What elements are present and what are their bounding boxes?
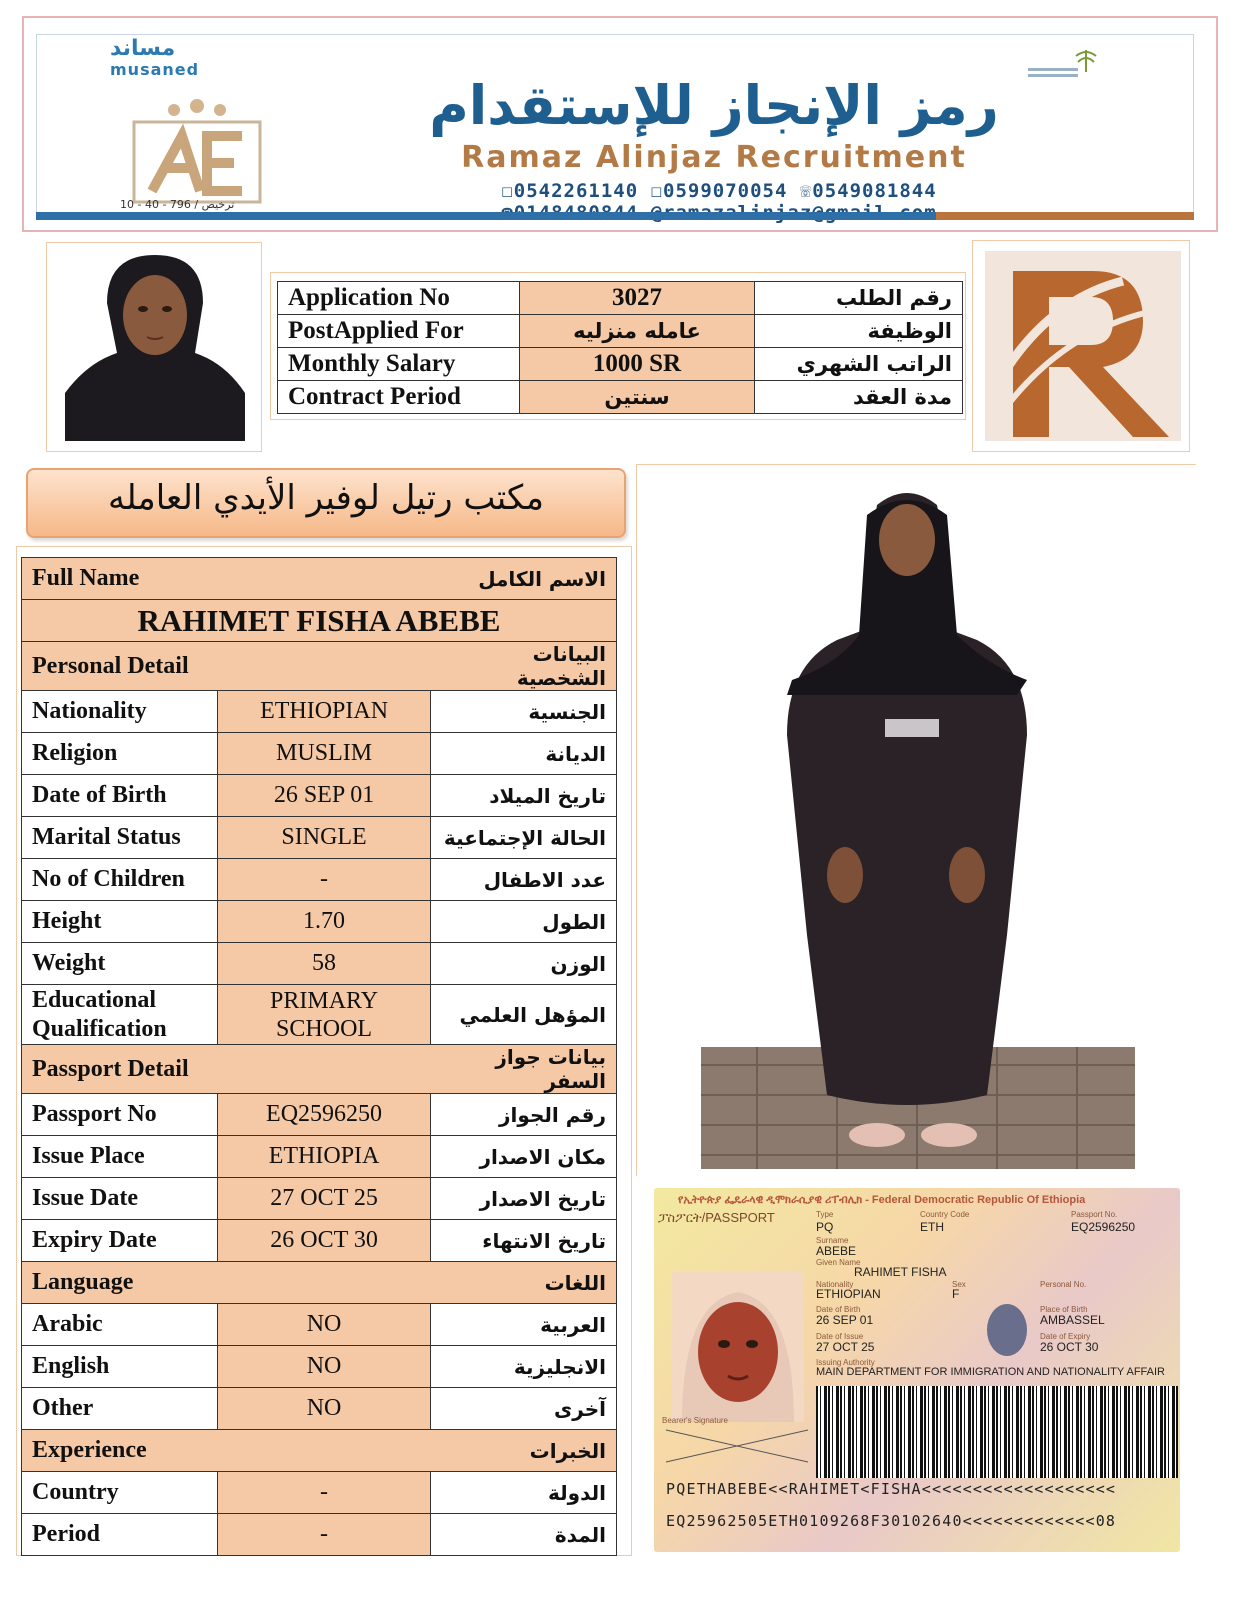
arabic-label-ar: العربية [431,1304,617,1346]
portrait-photo-frame [46,242,262,452]
license-number: 10 - 40 - 796 / ترخيص [120,198,235,211]
dob-value: 26 SEP 01 [217,775,431,817]
expiry-date-label-ar: تاريخ الانتهاء [431,1220,617,1262]
expiry-date-value: 26 OCT 30 [217,1220,431,1262]
passport-type-label: Type [816,1210,834,1219]
table-row [22,1136,617,1178]
experience-header-ar: الخبرات [431,1430,617,1472]
marital-status-label: Marital Status [22,817,218,859]
passport-number-label: Passport No. [1071,1210,1118,1219]
table-row [22,1304,617,1346]
passport-doe: 26 OCT 30 [1040,1340,1099,1354]
table-row [278,381,963,414]
religion-label-ar: الديانة [431,733,617,775]
passport-surname-label: Surname [816,1236,849,1245]
passport-no-label-ar: رقم الجواز [431,1094,617,1136]
country-label: Country [22,1472,218,1514]
religion-label: Religion [22,733,218,775]
issue-date-label: Issue Date [22,1178,218,1220]
table-row [22,600,617,642]
table-row [22,1045,617,1094]
post-applied-label: PostApplied For [278,315,520,348]
contract-period-label-ar: مدة العقد [755,381,963,414]
passport-pob: AMBASSEL [1040,1313,1105,1327]
full-name-label: Full Name [22,558,431,600]
passport-nationality-label: Nationality [816,1280,854,1289]
nationality-value: ETHIOPIAN [217,691,431,733]
country-value: - [217,1472,431,1514]
other-language-label: Other [22,1388,218,1430]
nationality-label: Nationality [22,691,218,733]
passport-mrz-line2: EQ25962505ETH0109268F30102640<<<<<<<<<<<<<08 [666,1512,1117,1530]
passport-barcode [816,1386,1178,1478]
table-row [22,1178,617,1220]
children-label: No of Children [22,859,218,901]
table-row [22,558,617,600]
detail-table [21,557,617,1556]
other-language-label-ar: آخرى [431,1388,617,1430]
re-logo-icon [112,96,282,204]
height-value: 1.70 [217,901,431,943]
table-row [22,859,617,901]
education-label [22,985,218,1045]
english-label-ar: الانجليزية [431,1346,617,1388]
monthly-salary-label-ar: الراتب الشهري [755,348,963,381]
table-row [22,943,617,985]
issue-date-label-ar: تاريخ الاصدار [431,1178,617,1220]
passport-doi-label: Date of Issue [816,1332,864,1341]
monthly-salary-label: Monthly Salary [278,348,520,381]
table-row [22,733,617,775]
period-value: - [217,1514,431,1556]
table-row [278,348,963,381]
passport-dob: 26 SEP 01 [816,1313,874,1327]
portrait-photo [47,243,263,453]
table-row [22,691,617,733]
table-row [22,642,617,691]
marital-status-value: SINGLE [217,817,431,859]
full-name-value: RAHIMET FISHA ABEBE [22,600,617,642]
weight-label-ar: الوزن [431,943,617,985]
r-logo-frame [972,240,1190,452]
monthly-salary-value: 1000 SR [519,348,755,381]
education-label-line1: Educational [32,986,157,1013]
issue-place-value: ETHIOPIA [217,1136,431,1178]
r-logo-icon [973,241,1191,453]
ministry-logo-icon [1026,48,1106,78]
passport-doe-label: Date of Expiry [1040,1332,1091,1341]
passport-given: RAHIMET FISHA [854,1265,947,1279]
post-applied-label-ar: الوظيفة [755,315,963,348]
company-title-en: Ramaz Alinjaz Recruitment [461,140,967,175]
table-row [22,985,617,1045]
table-row [22,1472,617,1514]
passport-detail-header-ar: بيانات جواز السفر [431,1045,617,1094]
country-label-ar: الدولة [431,1472,617,1514]
header-banner [22,16,1218,232]
language-header-ar: اللغات [431,1262,617,1304]
passport-given-label: Given Name [816,1258,861,1267]
table-row [22,1346,617,1388]
expiry-date-label: Expiry Date [22,1220,218,1262]
issue-place-label-ar: مكان الاصدار [431,1136,617,1178]
office-title: مكتب رتيل لوفير الأيدي العامله [108,478,544,518]
children-label-ar: عدد الاطفال [431,859,617,901]
passport-dob-label: Date of Birth [816,1305,861,1314]
passport-number: EQ2596250 [1071,1220,1136,1234]
table-row [22,1430,617,1472]
arabic-value: NO [217,1304,431,1346]
religion-value: MUSLIM [217,733,431,775]
table-row [22,1388,617,1430]
issue-place-label: Issue Place [22,1136,218,1178]
passport-no-value: EQ2596250 [217,1094,431,1136]
passport-country: ETH [920,1220,944,1234]
application-no-label-ar: رقم الطلب [755,282,963,315]
passport-no-label: Passport No [22,1094,218,1136]
personal-detail-header-ar: البيانات الشخصية [431,642,617,691]
musaned-logo-ar: مساند [110,36,176,61]
passport-pob-label: Place of Birth [1040,1305,1088,1314]
nationality-label-ar: الجنسية [431,691,617,733]
passport-signature-box [662,1426,812,1466]
dob-label: Date of Birth [22,775,218,817]
full-name-label-ar: الاسم الكامل [431,558,617,600]
passport-doc-label: ፓስፖርት/PASSPORT [658,1210,775,1225]
education-value-line2: SCHOOL [276,1015,373,1042]
table-row [22,1220,617,1262]
passport-country-label: Country Code [920,1210,970,1219]
education-value [217,985,431,1045]
passport-scan [654,1188,1180,1552]
table-row [22,775,617,817]
personal-detail-header: Personal Detail [22,642,431,691]
weight-value: 58 [217,943,431,985]
passport-type: PQ [816,1220,834,1234]
issue-date-value: 27 OCT 25 [217,1178,431,1220]
passport-surname: ABEBE [816,1244,857,1258]
children-value: - [217,859,431,901]
marital-status-label-ar: الحالة الإجتماعية [431,817,617,859]
table-row [22,1514,617,1556]
passport-signature-label: Bearer's Signature [662,1416,729,1425]
language-header: Language [22,1262,431,1304]
application-no-label: Application No [278,282,520,315]
passport-nationality: ETHIOPIAN [816,1287,881,1301]
table-row [22,1262,617,1304]
height-label: Height [22,901,218,943]
passport-authority-label: Issuing Authority [816,1358,875,1367]
full-body-photo [637,465,1197,1177]
application-table [277,281,963,414]
english-value: NO [217,1346,431,1388]
education-label-ar: المؤهل العلمي [431,985,617,1045]
contract-period-label: Contract Period [278,381,520,414]
table-row [22,901,617,943]
education-value-line1: PRIMARY [270,987,379,1014]
arabic-label: Arabic [22,1304,218,1346]
passport-sex-label: Sex [952,1280,966,1289]
table-row [278,282,963,315]
dob-label-ar: تاريخ الميلاد [431,775,617,817]
detail-panel [16,546,632,1556]
table-row [278,315,963,348]
application-no-value: 3027 [519,282,755,315]
header-bar-brown [936,212,1194,220]
passport-authority: MAIN DEPARTMENT FOR IMMIGRATION AND NATIONALITY AFFAIR [816,1366,1165,1378]
passport-mrz-line1: PQETHABEBE<<RAHIMET<FISHA<<<<<<<<<<<<<<<<<<< [666,1480,1117,1498]
application-info-panel [270,272,966,420]
period-label-ar: المدة [431,1514,617,1556]
post-applied-value: عامله منزليه [519,315,755,348]
passport-doi: 27 OCT 25 [816,1340,875,1354]
passport-sex: F [952,1287,960,1301]
company-title-ar: رمز الإنجاز للإستقدام [429,74,999,137]
experience-header: Experience [22,1430,431,1472]
contract-period-value: سنتين [519,381,755,414]
header-bar-blue [36,212,936,220]
full-body-photo-frame [636,464,1196,1176]
period-label: Period [22,1514,218,1556]
musaned-logo-en: musaned [110,60,200,79]
weight-label: Weight [22,943,218,985]
passport-personal-no-label: Personal No. [1040,1280,1087,1289]
english-label: English [22,1346,218,1388]
passport-header: የኢትዮጵያ ፌዴራላዊ ዲሞክራሲያዊ ሪፐብሊክ - Federal Democratic Republic Of Ethiopia [678,1194,1086,1206]
table-row [22,817,617,859]
passport-main-photo [672,1272,804,1422]
passport-ghost-photo [984,1300,1030,1360]
table-row [22,1094,617,1136]
passport-detail-header: Passport Detail [22,1045,431,1094]
other-language-value: NO [217,1388,431,1430]
height-label-ar: الطول [431,901,617,943]
phone-numbers: ☐0542261140 ☐0599070054 ☏0549081844 [501,180,937,202]
education-label-line2: Qualification [32,1015,167,1042]
